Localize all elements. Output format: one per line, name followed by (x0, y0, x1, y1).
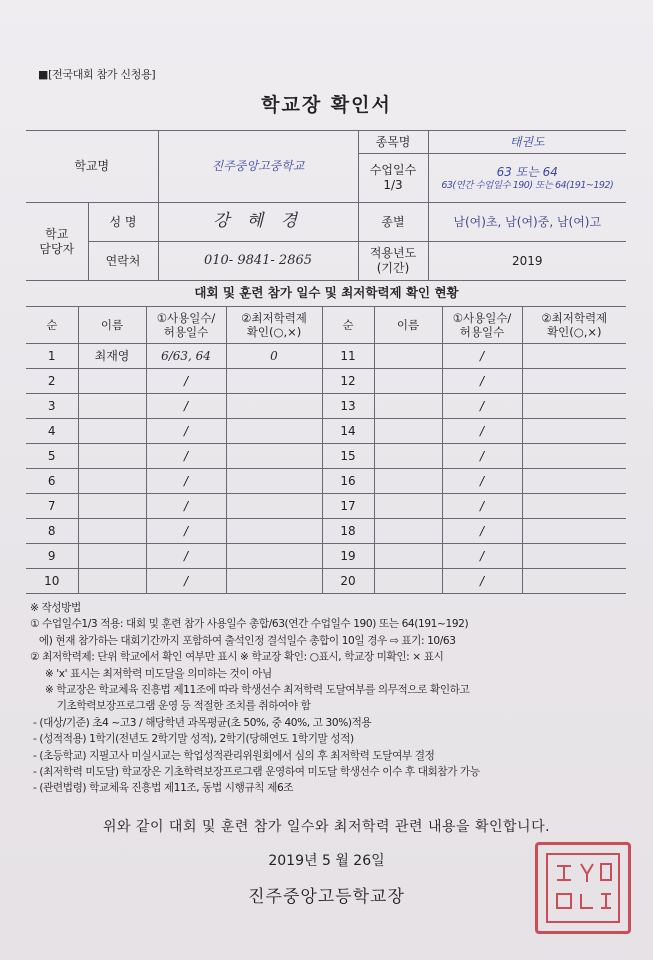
row-name (374, 469, 442, 494)
teacher-label (26, 203, 88, 281)
row-name (78, 469, 146, 494)
row-check (226, 369, 322, 394)
instruction-line: ※ 'x' 표시는 최저학력 미도달을 의미하는 것이 아님 (30, 667, 272, 680)
instruction-line: - (대상/기준) 초4 ~고3 / 해당학년 과목평균(초 50%, 중 40%, 고 30%)적용 (30, 716, 372, 729)
row-name (78, 394, 146, 419)
instruction-line: 에) 현재 참가하는 대회기간까지 포함하여 출석인정 결석일수 총합이 10일 경우 ⇨ 표기: 10/63 (30, 634, 456, 647)
instruction-line: - (초등학교) 지필고사 미실시교는 학업성적관리위원회에서 심의 후 최저학력 도달여부 결정 (30, 749, 435, 762)
header-name-right: 이름 (374, 307, 442, 344)
header-no-right: 순 (322, 307, 374, 344)
header-check-right-line1: ②최저학력제 (541, 310, 608, 325)
class-days-value-line2: 63(연간 수업일수 190) 또는 64(191~192) (441, 179, 614, 191)
official-seal (535, 842, 631, 934)
row-no: 14 (322, 419, 374, 444)
event-label: 종목명 (358, 131, 428, 154)
row-check (226, 494, 322, 519)
row-check (226, 544, 322, 569)
row-no: 4 (26, 419, 78, 444)
row-name (78, 444, 146, 469)
table-row (26, 494, 626, 519)
row-days: 6/63, 64 (146, 344, 226, 369)
school-name-value: 진주중앙고중학교 (158, 131, 358, 203)
status-table-title: 대회 및 훈련 참가 일수 및 최저학력제 확인 현황 (194, 285, 459, 300)
row-check (226, 394, 322, 419)
row-no: 7 (26, 494, 78, 519)
instruction-line: - (최저학력 미도달) 학교장은 기초학력보장프로그램 운영하여 미도달 학생선수 이수 후 대회참가 가능 (30, 766, 480, 779)
school-info-table (26, 130, 626, 281)
class-days-value-line1: 63 또는 64 (496, 164, 558, 179)
row-name (78, 569, 146, 594)
row-check (522, 569, 626, 594)
table-row (26, 419, 626, 444)
row-no: 11 (322, 344, 374, 369)
row-days: / (146, 394, 226, 419)
row-days: / (442, 369, 522, 394)
row-check (226, 444, 322, 469)
instruction-line: ① 수업일수1/3 적용: 대회 및 훈련 참가 사용일수 총합/63(연간 수업일수 190) 또는 64(191~192) (30, 618, 469, 631)
row-days: / (442, 519, 522, 544)
row-days: / (442, 344, 522, 369)
table-row (26, 544, 626, 569)
event-value: 태권도 (428, 131, 626, 154)
instructions-heading: ※ 작성방법 (30, 602, 81, 614)
row-days: / (146, 569, 226, 594)
row-days: / (442, 419, 522, 444)
row-no: 18 (322, 519, 374, 544)
header-days-line1: ①사용일수/ (156, 310, 216, 325)
row-check (226, 519, 322, 544)
row-name (374, 494, 442, 519)
header-check-line2: 확인(○,×) (246, 325, 302, 339)
row-days: / (442, 569, 522, 594)
row-no: 6 (26, 469, 78, 494)
row-name (374, 519, 442, 544)
row-check (226, 469, 322, 494)
row-name (374, 344, 442, 369)
table-row (26, 344, 626, 369)
row-check (522, 344, 626, 369)
teacher-label-line2: 담당자 (39, 241, 75, 256)
header-days-line2: 허용일수 (163, 325, 209, 339)
header-check-line1: ②최저학력제 (241, 310, 307, 325)
row-check (522, 419, 626, 444)
year-label (358, 242, 428, 281)
row-name (374, 569, 442, 594)
row-no: 9 (26, 544, 78, 569)
header-days-right-line1: ①사용일수/ (452, 310, 512, 325)
seal-mark (543, 850, 623, 926)
row-no: 13 (322, 394, 374, 419)
row-name (374, 394, 442, 419)
row-check (226, 419, 322, 444)
table-row (26, 569, 626, 594)
header-check-right-line2: 확인(○,×) (546, 325, 602, 339)
form-type-label: ■[전국대회 참가 신청용] (38, 68, 156, 81)
row-days: / (146, 444, 226, 469)
document-title: 학교장 확인서 (261, 94, 392, 116)
row-name (374, 369, 442, 394)
gender-value: 남(여)초, 남(여)중, 남(여)고 (428, 203, 626, 242)
row-check (522, 494, 626, 519)
row-days: / (146, 469, 226, 494)
row-check (522, 394, 626, 419)
school-name-label: 학교명 (26, 131, 158, 203)
row-check (522, 519, 626, 544)
row-days: / (146, 419, 226, 444)
row-check (226, 569, 322, 594)
row-check (522, 469, 626, 494)
year-label-line1: 적용년도 (369, 246, 417, 260)
row-check (522, 369, 626, 394)
class-days-value (428, 154, 626, 203)
confirmation-date: 2019년 5 월 26일 (268, 853, 385, 869)
header-no: 순 (26, 307, 78, 344)
row-no: 8 (26, 519, 78, 544)
row-check: 0 (226, 344, 322, 369)
status-body (26, 344, 626, 594)
row-no: 2 (26, 369, 78, 394)
row-days: / (442, 544, 522, 569)
participation-status-table (26, 306, 626, 594)
row-no: 10 (26, 569, 78, 594)
row-name (374, 419, 442, 444)
year-label-line2: (기간) (376, 261, 410, 275)
gender-label: 종별 (358, 203, 428, 242)
row-name (78, 369, 146, 394)
header-check-right (522, 307, 626, 344)
row-days: / (146, 544, 226, 569)
row-no: 12 (322, 369, 374, 394)
header-check (226, 307, 322, 344)
row-days: / (146, 369, 226, 394)
header-days-right-line2: 허용일수 (459, 325, 505, 339)
row-name (374, 544, 442, 569)
name-value: 강 혜 경 (158, 203, 358, 242)
row-days: / (442, 494, 522, 519)
instruction-line: 기초학력보장프로그램 운영 등 적절한 조치를 취하여야 함 (30, 700, 311, 713)
row-no: 20 (322, 569, 374, 594)
table-row (26, 469, 626, 494)
row-name (78, 519, 146, 544)
row-no: 16 (322, 469, 374, 494)
table-row (26, 444, 626, 469)
class-days-label-line2: 1/3 (383, 178, 403, 192)
row-no: 17 (322, 494, 374, 519)
row-no: 19 (322, 544, 374, 569)
header-name: 이름 (78, 307, 146, 344)
row-name: 최재영 (78, 344, 146, 369)
row-name (78, 494, 146, 519)
instructions-lines (30, 616, 642, 796)
header-days-right (442, 307, 522, 344)
class-days-label (358, 154, 428, 203)
instruction-line: ※ 학교장은 학교체육 진흥법 제11조에 따라 학생선수 최저학력 도달여부를 의무적으로 확인하고 (30, 684, 470, 697)
instruction-line: - (성적적용) 1학기(전년도 2학기말 성적), 2학기(당해연도 1학기말 성적) (30, 733, 354, 746)
teacher-label-line1: 학교 (45, 226, 69, 241)
row-days: / (442, 469, 522, 494)
row-name (78, 419, 146, 444)
name-label: 성 명 (88, 203, 158, 242)
table-row (26, 369, 626, 394)
table-row (26, 519, 626, 544)
row-no: 3 (26, 394, 78, 419)
row-no: 1 (26, 344, 78, 369)
row-no: 5 (26, 444, 78, 469)
principal-name: 진주중앙고등학교장 (248, 887, 405, 907)
status-header-row (26, 307, 626, 344)
row-days: / (146, 519, 226, 544)
row-no: 15 (322, 444, 374, 469)
instructions-section (30, 600, 642, 797)
row-check (522, 444, 626, 469)
contact-label: 연락처 (88, 242, 158, 281)
row-name (78, 544, 146, 569)
contact-value: 010- 9841- 2865 (158, 242, 358, 281)
header-days (146, 307, 226, 344)
row-name (374, 444, 442, 469)
year-value: 2019 (428, 242, 626, 281)
class-days-label-line1: 수업일수 (369, 163, 417, 177)
row-days: / (442, 394, 522, 419)
confirmation-statement: 위와 같이 대회 및 훈련 참가 일수와 최저학력 관련 내용을 확인합니다. (102, 819, 551, 835)
row-check (522, 544, 626, 569)
instruction-line: - (관련법령) 학교체육 진흥법 제11조, 동법 시행규칙 제6조 (30, 782, 294, 795)
table-row (26, 394, 626, 419)
row-days: / (146, 494, 226, 519)
instruction-line: ② 최저학력제: 단위 학교에서 확인 여부만 표시 ※ 학교장 확인: ○표시, 학교장 미확인: × 표시 (30, 651, 444, 664)
row-days: / (442, 444, 522, 469)
